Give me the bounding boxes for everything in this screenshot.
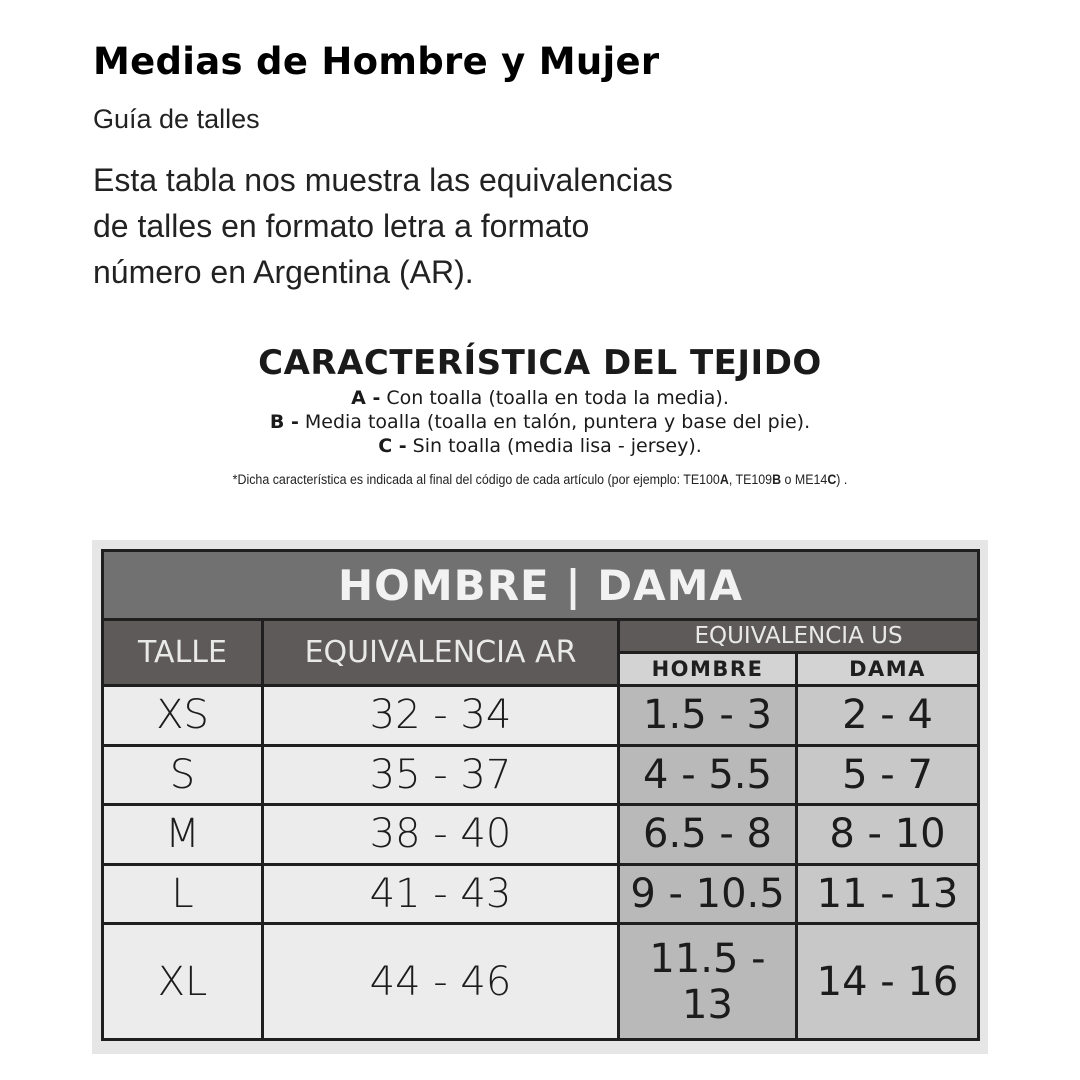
cell-us-hombre: 4 - 5.5 <box>619 745 797 805</box>
feature-item-b <box>100 410 980 434</box>
cell-ar: 38 - 40 <box>263 805 619 865</box>
header-talle: TALLE <box>103 620 263 686</box>
fabric-features <box>100 340 980 487</box>
features-footnote <box>135 472 945 487</box>
cell-talle: XS <box>103 686 263 746</box>
header-us-dama: DAMA <box>797 653 979 686</box>
description-line: Esta tabla nos muestra las equivalencias <box>93 162 673 198</box>
note-code: A <box>719 472 729 487</box>
table-row <box>103 686 979 746</box>
header-equivalencia-us: EQUIVALENCIA US <box>619 620 979 653</box>
feature-text: Sin toalla (media lisa - jersey). <box>406 435 702 457</box>
cell-ar: 32 - 34 <box>263 686 619 746</box>
table-banner: HOMBRE | DAMA <box>103 551 979 620</box>
size-table-container <box>92 540 988 1054</box>
cell-ar: 44 - 46 <box>263 924 619 1040</box>
table-row <box>103 805 979 865</box>
note-code: B <box>772 472 782 487</box>
table-row <box>103 864 979 924</box>
feature-text: Con toalla (toalla en toda la media). <box>380 387 729 409</box>
note-text: o ME14 <box>781 472 828 487</box>
description-line: de talles en formato letra a formato <box>93 208 590 244</box>
note-code: C <box>827 472 837 487</box>
cell-us-dama: 11 - 13 <box>797 864 979 924</box>
feature-item-c <box>100 434 980 458</box>
cell-talle: S <box>103 745 263 805</box>
cell-ar: 35 - 37 <box>263 745 619 805</box>
note-text: ) . <box>836 472 848 487</box>
feature-code: A - <box>351 387 381 409</box>
cell-us-hombre: 9 - 10.5 <box>619 864 797 924</box>
cell-us-hombre: 1.5 - 3 <box>619 686 797 746</box>
feature-code: B - <box>269 411 299 433</box>
cell-us-dama: 2 - 4 <box>797 686 979 746</box>
note-text: , TE109 <box>728 472 773 487</box>
cell-us-dama: 14 - 16 <box>797 924 979 1040</box>
cell-talle: XL <box>103 924 263 1040</box>
feature-code: C - <box>378 435 407 457</box>
note-text: *Dicha característica es indicada al final del código de cada artículo (por ejemplo: TE100 <box>232 472 720 487</box>
header-us-hombre: HOMBRE <box>619 653 797 686</box>
size-table <box>101 549 980 1041</box>
description-line: número en Argentina (AR). <box>93 254 474 290</box>
table-row <box>103 924 979 1040</box>
description <box>93 157 673 295</box>
cell-talle: L <box>103 864 263 924</box>
cell-ar: 41 - 43 <box>263 864 619 924</box>
cell-us-dama: 8 - 10 <box>797 805 979 865</box>
cell-us-hombre: 11.5 - 13 <box>619 924 797 1040</box>
cell-talle: M <box>103 805 263 865</box>
feature-text: Media toalla (toalla en talón, puntera y base del pie). <box>298 411 811 433</box>
header-equivalencia-ar: EQUIVALENCIA AR <box>263 620 619 686</box>
features-title: CARACTERÍSTICA DEL TEJIDO <box>258 343 822 383</box>
cell-us-hombre: 6.5 - 8 <box>619 805 797 865</box>
cell-us-dama: 5 - 7 <box>797 745 979 805</box>
page-subtitle: Guía de talles <box>93 104 260 134</box>
page-title: Medias de Hombre y Mujer <box>93 40 660 83</box>
table-row <box>103 745 979 805</box>
feature-item-a <box>100 386 980 410</box>
